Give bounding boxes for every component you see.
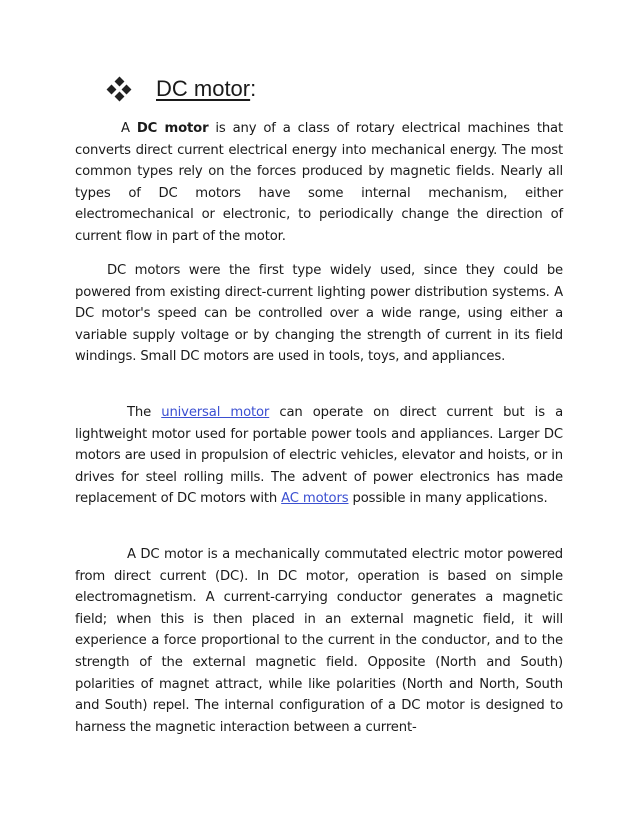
paragraph-history: DC motors were the first type widely used, since they could be powered from existing direct-current lighting power distribution systems. A DC motor's speed can be controlled over a wide range, using either a variable supply voltage or by changing the strength of current in its field windings. Small DC motors are used in tools, toys, and appliances. [75,263,563,365]
heading-colon: : [250,76,257,101]
p1-bold-term: DC motor [136,121,209,136]
p1-rest: is any of a class of rotary electrical machines that converts direct current electrical energy into mechanical energy. The most common types rely on the forces produced by magnetic fields. Nearly all types of DC motors have some internal mechanism, either electromechanical or electronic, to periodically change the direction of current flow in part of the motor. [75,121,564,244]
paragraph-applications [75,402,563,510]
paragraph-definition [75,118,563,248]
p1-lead: A [121,121,137,136]
p3-middle: can operate on direct current but is a lightweight motor used for portable power tools and appliances. Larger DC motors are used in propulsion of electric vehicles, elevator and hoists, or in drives for steel rolling mills. The advent of power electronics has made replacement of DC motors with [75,405,563,507]
page-title: DC motor [156,76,251,101]
p3-lead: The [127,405,162,420]
p3-tail: possible in many applications. [348,491,548,507]
paragraph-operation: A DC motor is a mechanically commutated electric motor powered from direct current (DC). In DC motor, operation is based on simple electromagnetism. A current-carrying conductor generates a magnetic field; when this is then placed in an external magnetic field, it will experience a force proportional to the current in the conductor, and to the strength of the external magnetic field. Opposite (North and South) polarities of magnet attract, while like polarities (North and North, South and South) repel. The internal configuration of a DC motor is designed to harness the magnetic interaction between a current- [75,547,563,735]
section-heading [108,76,256,102]
four-diamond-bullet-icon [108,78,130,100]
universal-motor-link[interactable]: universal motor [161,405,270,420]
ac-motors-link[interactable]: AC motors [281,491,349,507]
